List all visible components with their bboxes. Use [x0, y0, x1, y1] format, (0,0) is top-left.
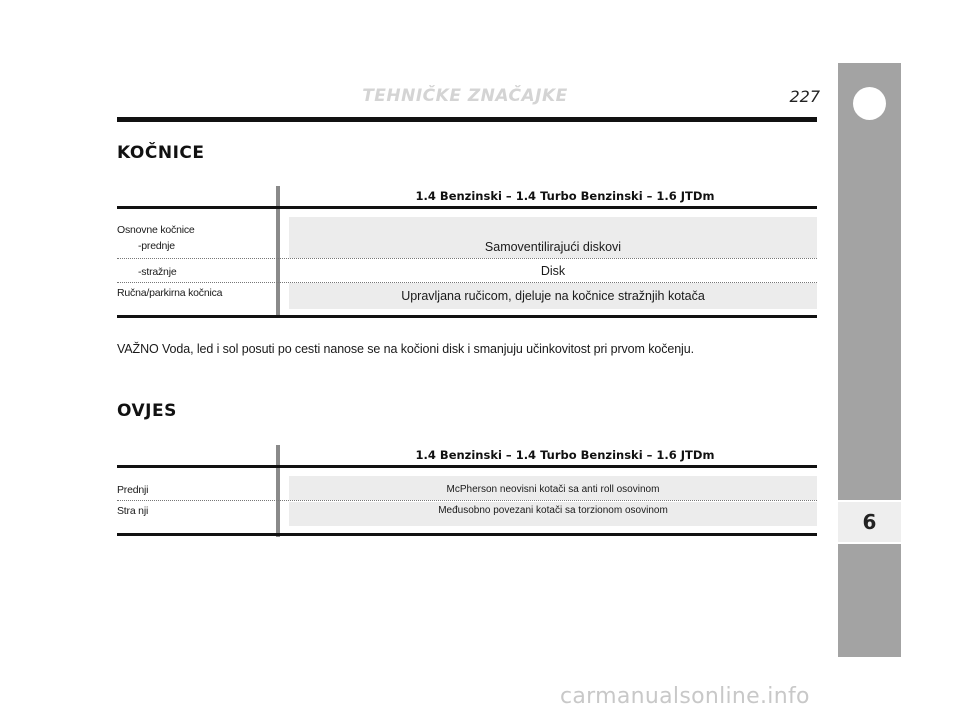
- header-rule: [117, 117, 817, 122]
- suspension-row-label: Prednji: [117, 484, 149, 496]
- brakes-note: VAŽNO Voda, led i sol posuti po cesti nanose se na kočioni disk i smanjuju učinkovitost pri prvom kočenju.: [117, 342, 694, 356]
- row-separator: [117, 258, 817, 259]
- suspension-row-value: McPherson neovisni kotači sa anti roll osovinom: [446, 484, 660, 495]
- brakes-row-value: Samoventilirajući diskovi: [484, 240, 622, 254]
- brakes-column-header: 1.4 Benzinski – 1.4 Turbo Benzinski – 1.6 JTDm: [415, 189, 715, 203]
- suspension-column-header: 1.4 Benzinski – 1.4 Turbo Benzinski – 1.6 JTDm: [415, 448, 715, 462]
- brakes-table-top-rule: [117, 206, 817, 209]
- suspension-section-title: OVJES: [117, 401, 177, 421]
- brakes-section-title: KOČNICE: [117, 143, 205, 163]
- brakes-row-value: Disk: [540, 264, 566, 278]
- suspension-row-value: Međusobno povezani kotači sa torzionom osovinom: [438, 505, 668, 516]
- header-title: TEHNIČKE ZNAČAJKE: [362, 86, 568, 106]
- suspension-table-divider: [276, 445, 280, 537]
- chapter-marker-circle: [853, 87, 886, 120]
- row-separator: [117, 282, 817, 283]
- page-number: 227: [789, 87, 820, 106]
- suspension-row-label: Stra nji: [117, 505, 149, 517]
- brakes-row-value: Upravljana ručicom, djeluje na kočnice stražnjih kotača: [401, 289, 705, 303]
- row-separator: [117, 500, 817, 501]
- brakes-table-bottom-rule: [117, 315, 817, 318]
- suspension-table-top-rule: [117, 465, 817, 468]
- chapter-side-tab: [838, 63, 901, 657]
- chapter-number: 6: [838, 500, 901, 544]
- watermark: carmanualsonline.info: [560, 684, 810, 709]
- brakes-row-label: -stražnje: [138, 266, 177, 278]
- brakes-row-label: Ručna/parkirna kočnica: [117, 287, 223, 299]
- suspension-table-bottom-rule: [117, 533, 817, 536]
- brakes-group-label: Osnovne kočnice: [117, 224, 195, 236]
- brakes-row-label: -prednje: [138, 240, 175, 252]
